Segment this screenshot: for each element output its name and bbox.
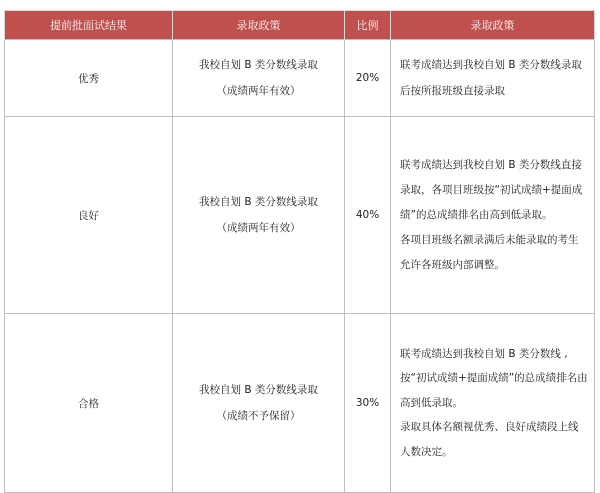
detail-paragraph: 各项目班级名额录满后未能录取的考生允许各班级内部调整。 bbox=[400, 233, 579, 271]
admission-policy-table-container bbox=[4, 10, 594, 493]
grade-cell: 良好 bbox=[5, 117, 173, 314]
table-header-row bbox=[5, 11, 595, 40]
detail-paragraph: 联考成绩达到我校自划 B 类分数线 ,按“初试成绩+提面成绩”的总成绩排名由高到低录取。 bbox=[400, 347, 588, 409]
ratio-cell: 40% bbox=[345, 117, 391, 314]
header-ratio: 比例 bbox=[345, 11, 391, 40]
header-admission-policy-detail: 录取政策 bbox=[391, 11, 595, 40]
policy-line: 我校自划 B 类分数线录取 bbox=[199, 384, 318, 396]
policy-cell bbox=[173, 314, 345, 493]
header-interview-result: 提前批面试结果 bbox=[5, 11, 173, 40]
policy-note: （成绩两年有效） bbox=[216, 222, 301, 234]
detail-cell bbox=[391, 40, 595, 117]
grade-cell: 合格 bbox=[5, 314, 173, 493]
detail-paragraph: 联考成绩达到我校自划 B 类分数线录取后按所报班级直接录取 bbox=[400, 59, 582, 97]
policy-line: 我校自划 B 类分数线录取 bbox=[199, 196, 318, 208]
policy-note: （成绩两年有效） bbox=[216, 85, 301, 97]
ratio-cell: 20% bbox=[345, 40, 391, 117]
table-row bbox=[5, 40, 595, 117]
detail-cell bbox=[391, 314, 595, 493]
header-admission-policy: 录取政策 bbox=[173, 11, 345, 40]
grade-cell: 优秀 bbox=[5, 40, 173, 117]
table-row bbox=[5, 314, 595, 493]
policy-note: （成绩不予保留） bbox=[216, 410, 301, 422]
detail-cell bbox=[391, 117, 595, 314]
table-row bbox=[5, 117, 595, 314]
detail-paragraph: 录取具体名额视优秀、良好成绩段上线人数决定。 bbox=[400, 421, 579, 458]
policy-line: 我校自划 B 类分数线录取 bbox=[199, 59, 318, 71]
detail-paragraph: 联考成绩达到我校自划 B 类分数线直接录取，各项目班级按“初试成绩+提面成绩”的总成绩排名由高到低录取。 bbox=[400, 158, 583, 221]
ratio-cell: 30% bbox=[345, 314, 391, 493]
admission-policy-table bbox=[4, 10, 595, 493]
policy-cell bbox=[173, 40, 345, 117]
policy-cell bbox=[173, 117, 345, 314]
